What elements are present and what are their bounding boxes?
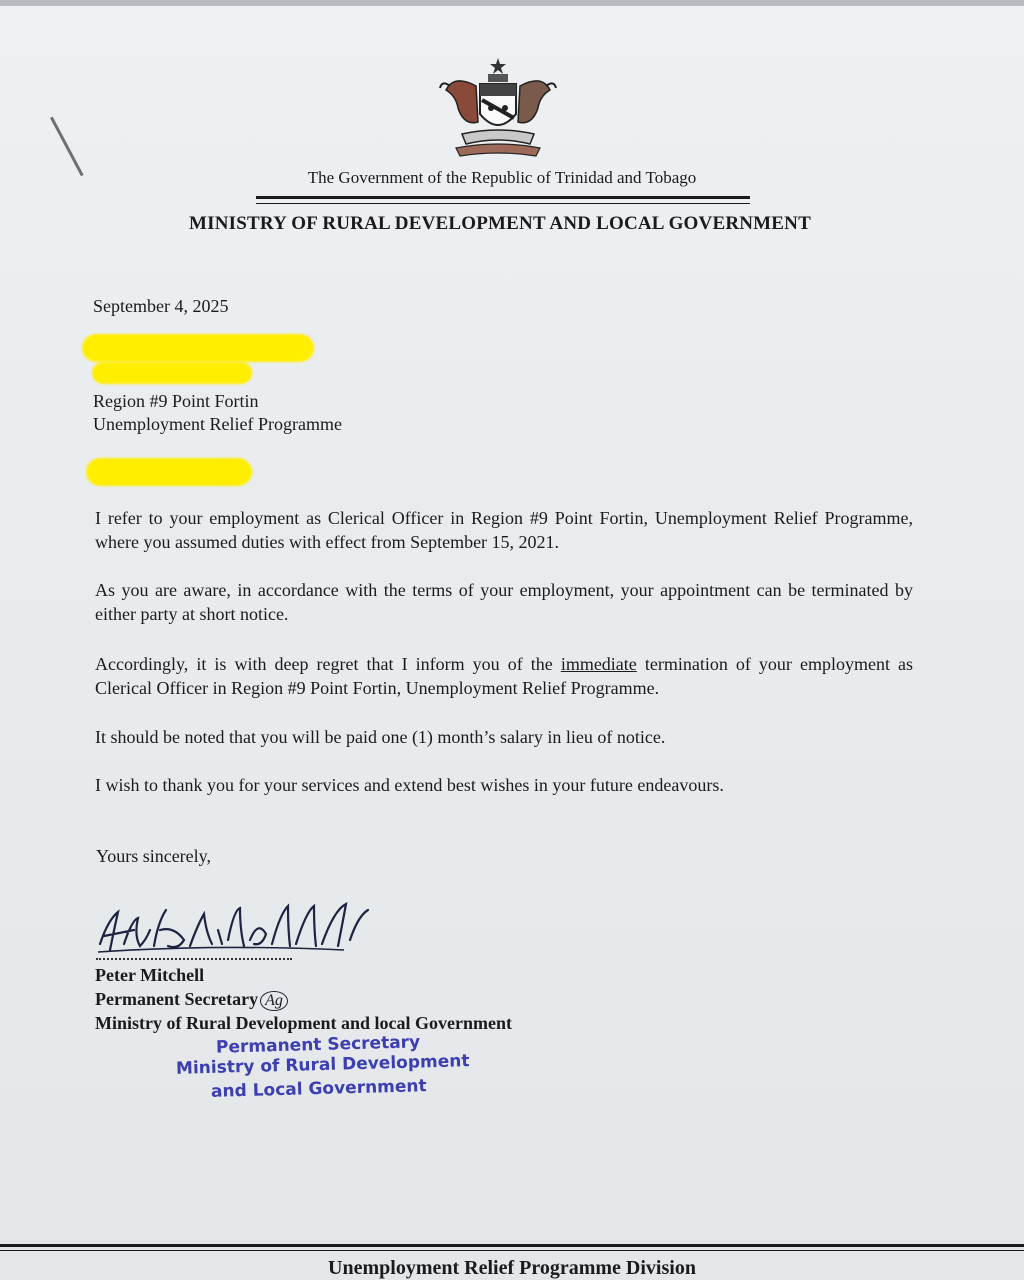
- pen-mark: [50, 117, 84, 177]
- stamp-line-2: Ministry of Rural Development: [175, 1051, 470, 1079]
- paragraph-3: [95, 652, 913, 700]
- redacted-salutation: [86, 458, 252, 486]
- footer-rule-thin: [0, 1250, 1024, 1251]
- address-programme: Unemployment Relief Programme: [93, 414, 342, 434]
- signatory-title: [95, 989, 288, 1011]
- paragraph-3-end: termination of your employment as Clerical Officer in Region #9 Point Fortin, Unemployment Relief Programme.: [95, 654, 913, 698]
- stamp-line-1: Permanent Secretary: [215, 1032, 421, 1058]
- footer-division: Unemployment Relief Programme Division: [328, 1257, 696, 1279]
- paragraph-2: As you are aware, in accordance with the terms of your employment, your appointment can be terminated by either party at short notice.: [95, 580, 913, 624]
- paragraph-1: I refer to your employment as Clerical Officer in Region #9 Point Fortin, Unemployment Relief Programme, where you assumed duties with effect from September 15, 2021.: [95, 508, 913, 552]
- closing: Yours sincerely,: [96, 846, 211, 866]
- paragraph-5: I wish to thank you for your services and extend best wishes in your future endeavours.: [95, 775, 724, 795]
- footer-rule-thick: [0, 1244, 1024, 1247]
- signatory-title-text: Permanent Secretary: [95, 989, 259, 1009]
- ministry-heading: MINISTRY OF RURAL DEVELOPMENT AND LOCAL GOVERNMENT: [189, 213, 811, 234]
- paragraph-4: It should be noted that you will be paid one (1) month’s salary in lieu of notice.: [95, 727, 666, 747]
- redacted-line: [92, 362, 252, 384]
- address-region: Region #9 Point Fortin: [93, 391, 259, 411]
- header-rule-thin: [256, 203, 750, 204]
- handwritten-signature: [94, 900, 374, 964]
- header-rule-thick: [256, 196, 750, 199]
- acting-mark: Ag: [260, 991, 288, 1011]
- paragraph-3-start: Accordingly, it is with deep regret that I inform you of the: [95, 654, 561, 674]
- letter-date: September 4, 2025: [93, 296, 229, 316]
- coat-of-arms-icon: [436, 56, 560, 162]
- paper-top-edge: [0, 0, 1024, 6]
- signature-line: [96, 958, 292, 960]
- signatory-name: Peter Mitchell: [95, 965, 205, 985]
- signatory-ministry: Ministry of Rural Development and local Government: [95, 1013, 512, 1033]
- immediate-underlined: immediate: [560, 654, 637, 674]
- redacted-name: [82, 334, 314, 362]
- stamp-line-3: and Local Government: [210, 1076, 427, 1102]
- government-line: The Government of the Republic of Trinidad and Tobago: [307, 168, 697, 187]
